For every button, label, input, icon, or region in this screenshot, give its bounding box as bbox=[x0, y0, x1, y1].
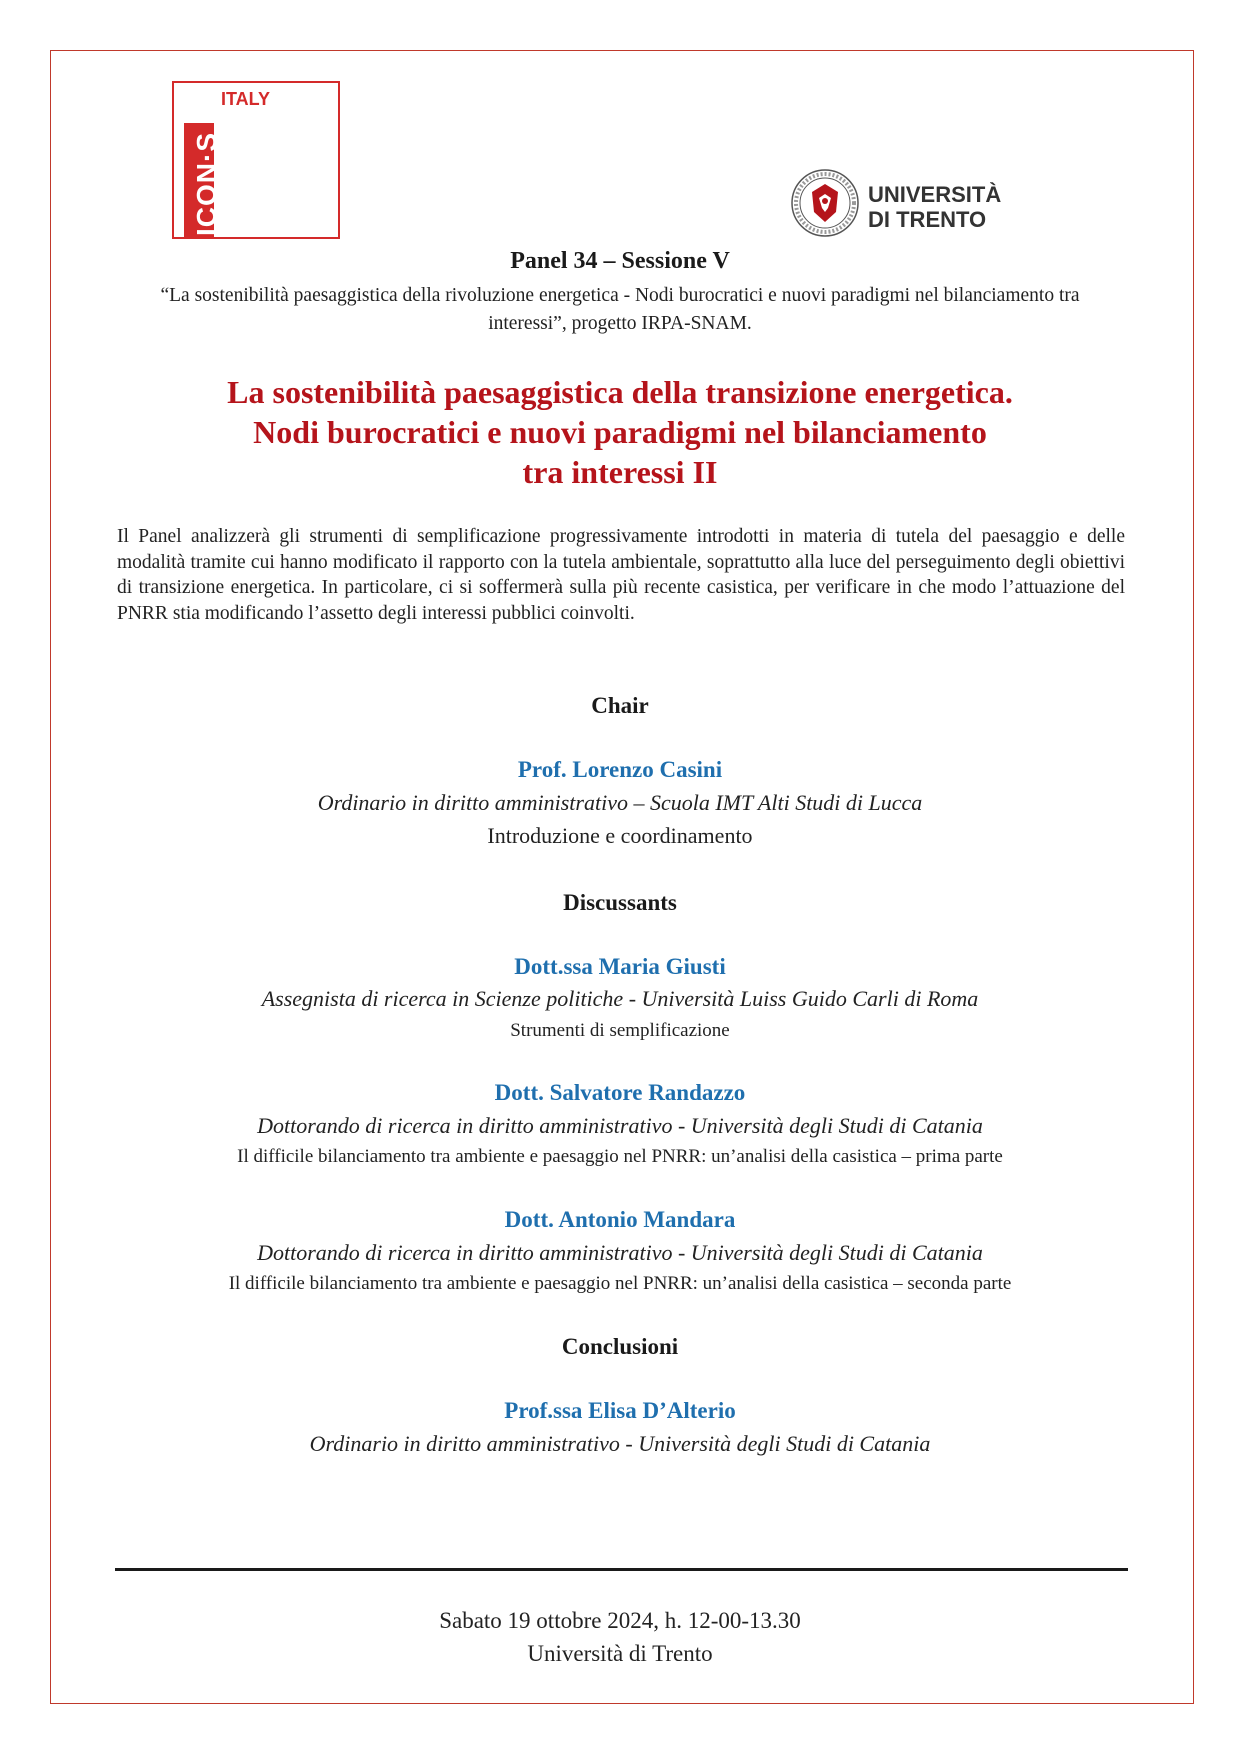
discussant-topic: Il difficile bilanciamento tra ambiente e paesaggio nel PNRR: un’analisi della casistica – seconda parte bbox=[228, 1273, 1012, 1294]
university-trento-logo bbox=[790, 168, 1010, 240]
university-name bbox=[868, 182, 1001, 232]
main-title-line3: tra interessi II bbox=[522, 454, 718, 490]
discussant-role: Dottorando di ricerca in diritto amministrativo - Università degli Studi di Catania bbox=[257, 1240, 983, 1265]
chair-topic: Introduzione e coordinamento bbox=[487, 823, 753, 848]
discussant-name: Dott. Salvatore Randazzo bbox=[494, 1080, 746, 1105]
footer-venue: Università di Trento bbox=[527, 1641, 713, 1666]
panel-title: Panel 34 – Sessione V bbox=[510, 248, 730, 274]
icons-italy-logo bbox=[172, 81, 340, 239]
footer-date: Sabato 19 ottobre 2024, h. 12-00-13.30 bbox=[439, 1608, 801, 1633]
icons-logo-country: ITALY bbox=[221, 89, 271, 109]
conclusions-name: Prof.ssa Elisa D’Alterio bbox=[504, 1398, 736, 1423]
discussant-role: Assegnista di ricerca in Scienze politiche - Università Luiss Guido Carli di Roma bbox=[261, 986, 979, 1011]
discussant-topic: Il difficile bilanciamento tra ambiente e paesaggio nel PNRR: un’analisi della casistica – prima parte bbox=[237, 1146, 1003, 1167]
conclusions-role: Ordinario in diritto amministrativo - Università degli Studi di Catania bbox=[309, 1431, 931, 1456]
university-name-line2: DI TRENTO bbox=[868, 207, 987, 232]
discussants-heading: Discussants bbox=[563, 890, 677, 915]
university-seal-icon bbox=[790, 168, 860, 238]
main-title-line1: La sostenibilità paesaggistica della transizione energetica. bbox=[227, 374, 1013, 410]
main-title bbox=[110, 372, 1130, 492]
chair-name: Prof. Lorenzo Casini bbox=[517, 757, 723, 782]
discussant-role: Dottorando di ricerca in diritto amministrativo - Università degli Studi di Catania bbox=[257, 1113, 983, 1138]
discussant-name: Dott. Antonio Mandara bbox=[504, 1207, 736, 1232]
footer-separator bbox=[115, 1568, 1128, 1571]
chair-heading: Chair bbox=[591, 693, 649, 718]
panel-description: Il Panel analizzerà gli strumenti di semplificazione progressivamente introdotti in materia di tutela del paesaggio e delle modalità tramite cui hanno modificato il rapporto con la tutela ambientale, soprattutto alla luce del perseguimento degli obiettivi di transizione energetica. In particolare, ci si soffermerà sulla più recente casistica, per verificare in che modo l’attuazione del PNRR stia modificando l’assetto degli interessi pubblici coinvolti. bbox=[117, 526, 1125, 624]
main-title-line2: Nodi burocratici e nuovi paradigmi nel bilanciamento bbox=[253, 414, 987, 450]
panel-subtitle: “La sostenibilità paesaggistica della rivoluzione energetica - Nodi burocratici e nuovi paradigmi nel bilanciamento tra interessi”, progetto IRPA-SNAM. bbox=[160, 285, 1080, 334]
discussant-name: Dott.ssa Maria Giusti bbox=[514, 954, 726, 979]
discussant-topic: Strumenti di semplificazione bbox=[510, 1020, 730, 1041]
conclusions-heading: Conclusioni bbox=[561, 1334, 679, 1359]
university-name-line1: UNIVERSITÀ bbox=[868, 182, 1002, 207]
icons-logo-word: ICON·S bbox=[191, 132, 222, 236]
chair-role: Ordinario in diritto amministrativo – Scuola IMT Alti Studi di Lucca bbox=[317, 790, 923, 815]
